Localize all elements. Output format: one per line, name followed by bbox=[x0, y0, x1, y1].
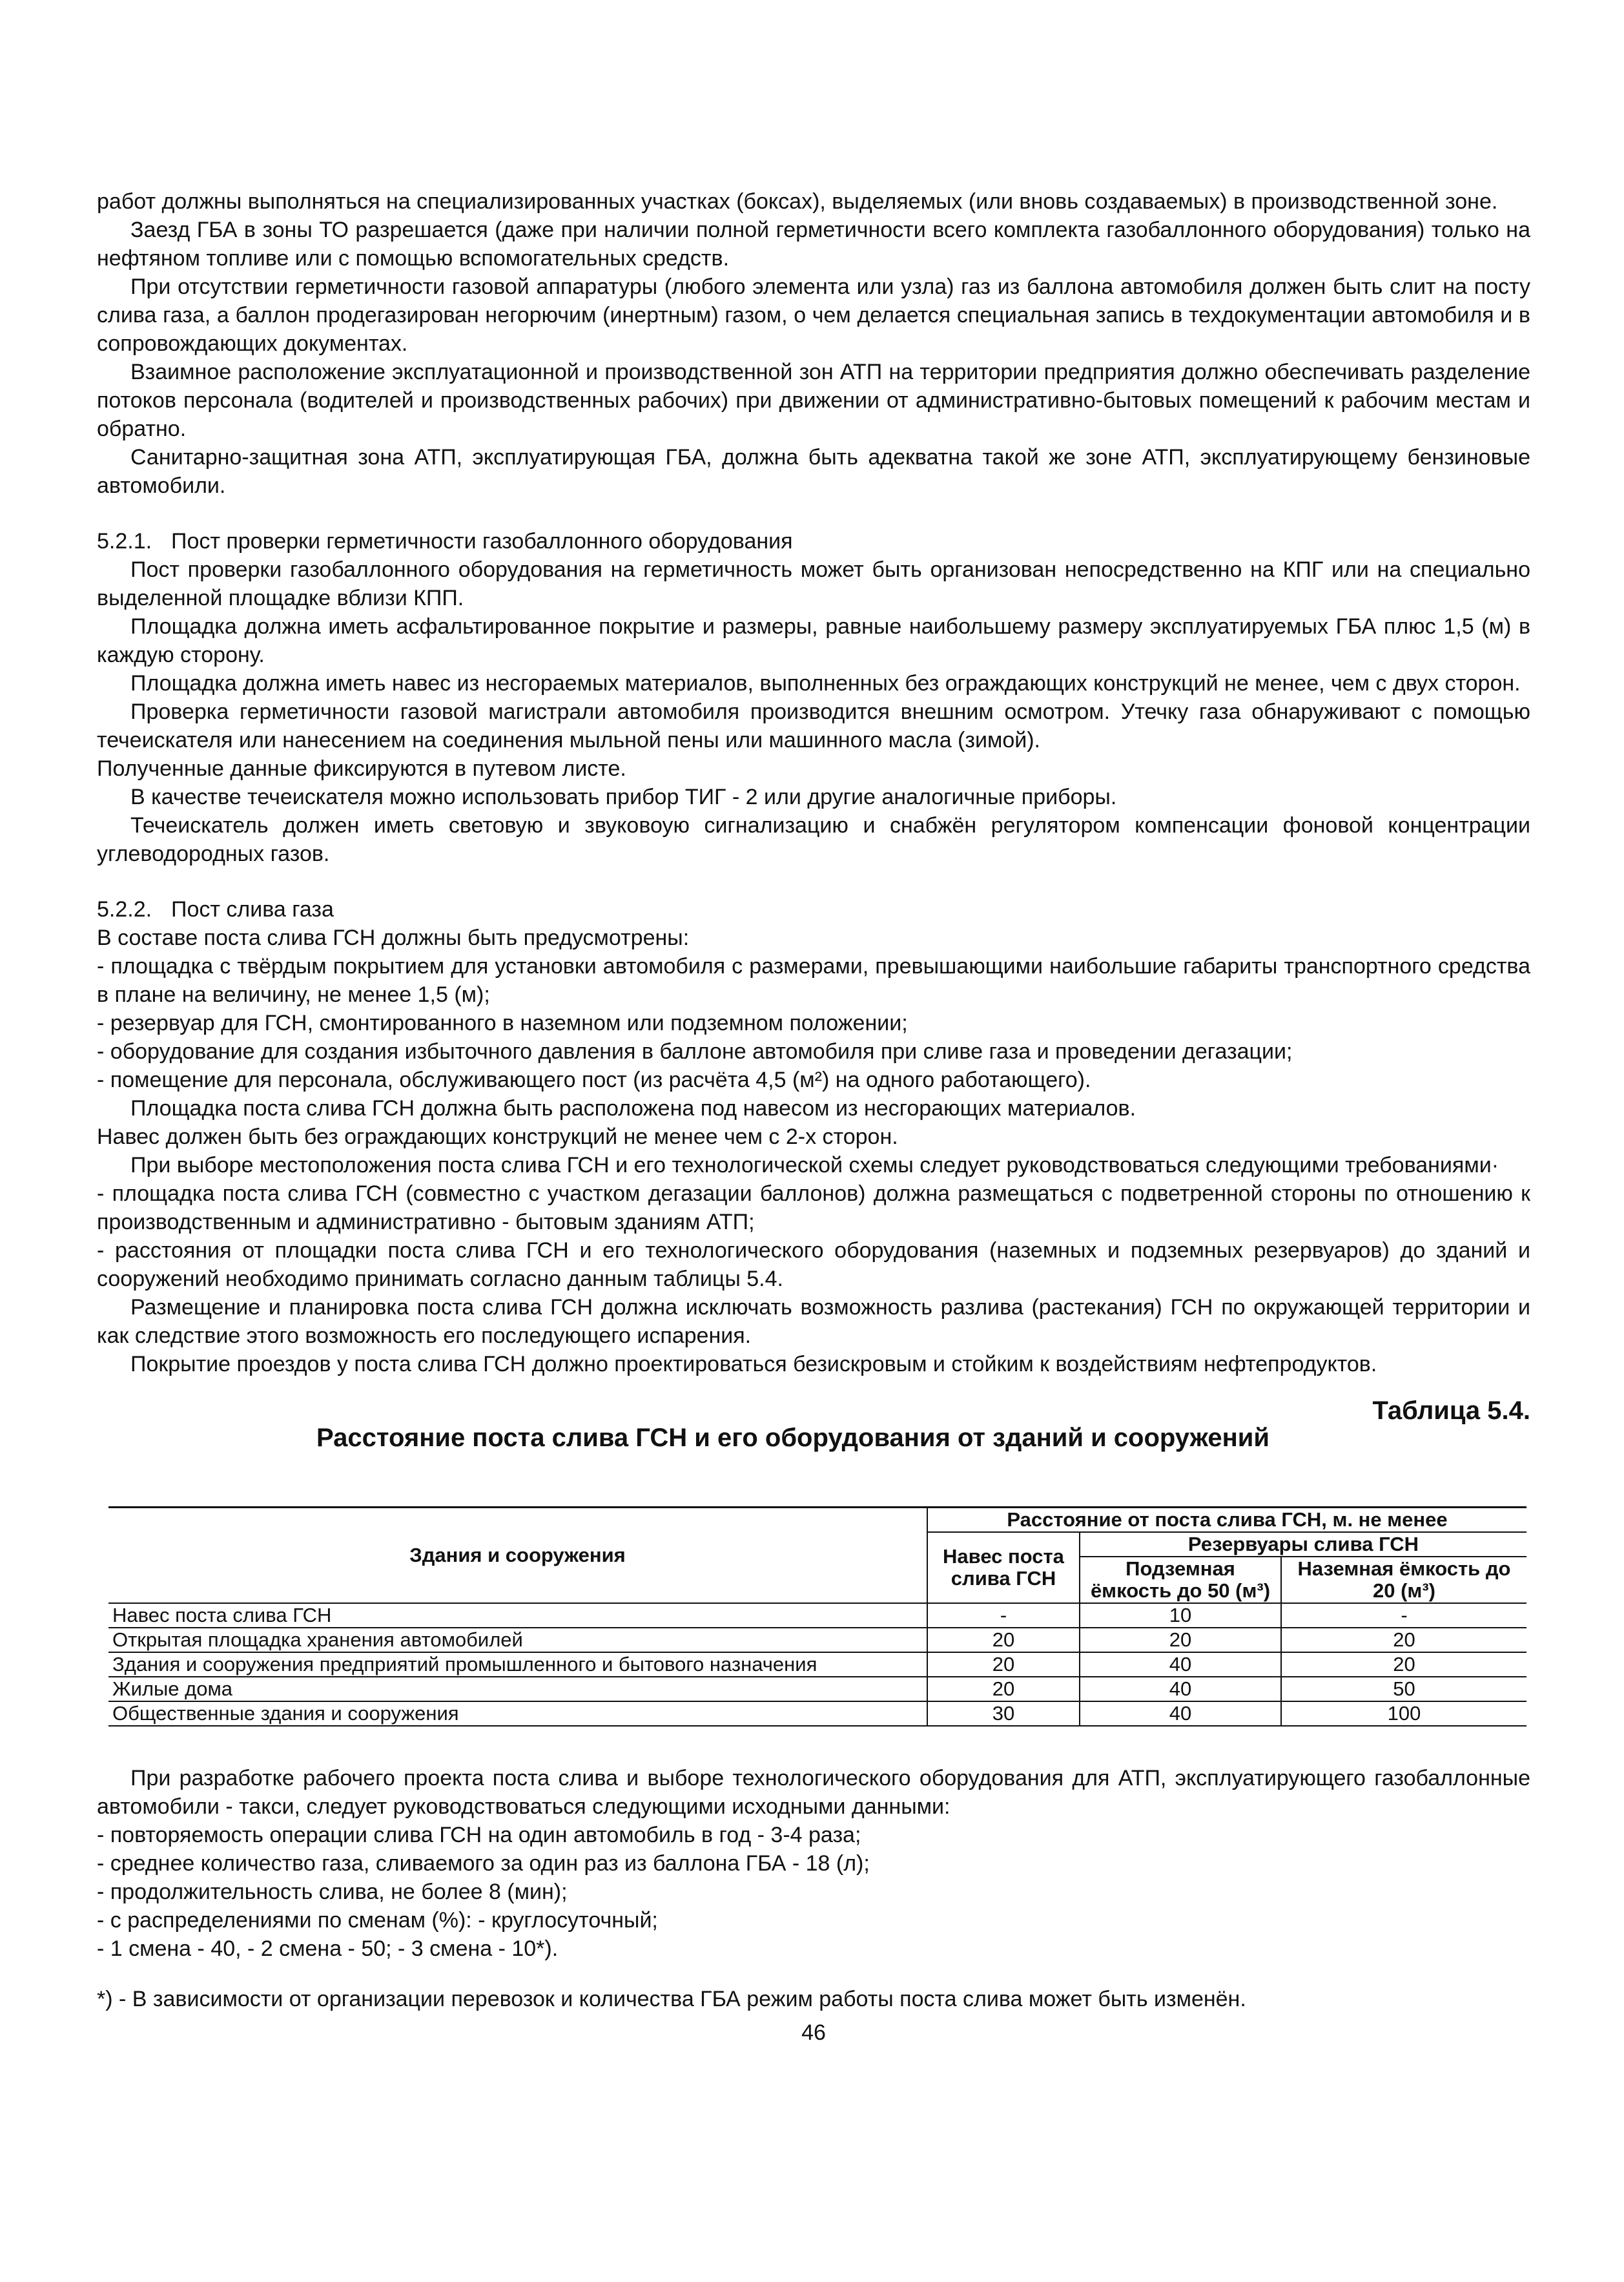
paragraph: Проверка герметичности газовой магистрали автомобиля производится внешним осмотром. Утечку газа обнаруживают с помощью течеискателя или нанесением на соединения мыльной пены или машинного масла (зимой). bbox=[97, 700, 1530, 752]
paragraph: При выборе местоположения поста слива ГСН и его технологической схемы следует руководствоваться следующими требованиями· bbox=[130, 1153, 1499, 1177]
section-title: Пост проверки герметичности газобаллонного оборудования bbox=[171, 529, 793, 554]
paragraph: Покрытие проездов у поста слива ГСН должно проектироваться безискровым и стойким к воздействиям нефтепродуктов. bbox=[130, 1352, 1377, 1376]
cell-canopy: - bbox=[927, 1603, 1080, 1628]
paragraph: Размещение и планировка поста слива ГСН должна исключать возможность разлива (растекания) ГСН по окружающей территории и как следствие этого возможность его последующего испарения. bbox=[97, 1295, 1530, 1348]
section-number: 5.2.1. bbox=[97, 529, 152, 554]
list-item: - продолжительность слива, не более 8 (мин); bbox=[97, 1880, 568, 1904]
paragraph: При отсутствии герметичности газовой аппаратуры (любого элемента или узла) газ из баллона автомобиля должен быть слит на посту слива газа, а баллон продегазирован негорючим (инертным) газом, о чем делается специальная запись в техдокументации автомобиля и в сопровождающих документах. bbox=[97, 275, 1530, 356]
section-number: 5.2.2. bbox=[97, 897, 152, 922]
paragraph: В качестве течеискателя можно использовать прибор ТИГ - 2 или другие аналогичные приборы. bbox=[130, 785, 1117, 809]
paragraph: Площадка должна иметь навес из несгораемых материалов, выполненных без ограждающих конструкций не менее, чем с двух сторон. bbox=[130, 671, 1521, 696]
section-title: Пост слива газа bbox=[171, 897, 334, 922]
table-row bbox=[108, 1677, 1526, 1701]
cell-canopy: 30 bbox=[927, 1701, 1080, 1726]
list-item: - расстояния от площадки поста слива ГСН и его технологического оборудования (наземных и подземных резервуаров) до зданий и сооружений необходимо принимать согласно данным таблицы 5.4. bbox=[97, 1238, 1530, 1291]
table-row bbox=[108, 1701, 1526, 1726]
cell-underground: 40 bbox=[1080, 1701, 1281, 1726]
list-item: - помещение для персонала, обслуживающего пост (из расчёта 4,5 (м²) на одного работающего). bbox=[97, 1068, 1091, 1092]
paragraph: Полученные данные фиксируются в путевом листе. bbox=[97, 756, 626, 781]
row-name: Здания и сооружения предприятий промышленного и бытового назначения bbox=[108, 1652, 927, 1677]
table-row bbox=[108, 1652, 1526, 1677]
header-overground: Наземная ёмкость до 20 (м³) bbox=[1281, 1557, 1526, 1603]
cell-canopy: 20 bbox=[927, 1628, 1080, 1652]
paragraph: Санитарно-защитная зона АТП, эксплуатирующая ГБА, должна быть адекватна такой же зоне АТП, эксплуатирующему бензиновые автомобили. bbox=[97, 445, 1530, 498]
paragraph: Заезд ГБА в зоны ТО разрешается (даже при наличии полной герметичности всего комплекта газобаллонного оборудования) только на нефтяном топливе или с помощью вспомогательных средств. bbox=[97, 218, 1530, 271]
distance-table bbox=[108, 1506, 1526, 1727]
header-underground: Подземная ёмкость до 50 (м³) bbox=[1080, 1557, 1281, 1603]
cell-overground: - bbox=[1281, 1603, 1526, 1628]
list-item: - 1 смена - 40, - 2 смена - 50; - 3 смена - 10*). bbox=[97, 1936, 559, 1961]
cell-underground: 20 bbox=[1080, 1628, 1281, 1652]
header-canopy: Навес поста слива ГСН bbox=[927, 1532, 1080, 1603]
list-item: - повторяемость операции слива ГСН на один автомобиль в год - 3-4 раза; bbox=[97, 1823, 861, 1847]
list-item: - среднее количество газа, сливаемого за один раз из баллона ГБА - 18 (л); bbox=[97, 1851, 870, 1876]
row-name: Открытая площадка хранения автомобилей bbox=[108, 1628, 927, 1652]
cell-overground: 20 bbox=[1281, 1628, 1526, 1652]
footnote: *) - В зависимости от организации перевозок и количества ГБА режим работы поста слива может быть изменён. bbox=[97, 1987, 1246, 2011]
page-number: 46 bbox=[801, 2020, 826, 2045]
row-name: Навес поста слива ГСН bbox=[108, 1603, 927, 1628]
table-caption bbox=[97, 1396, 1530, 1480]
table-title: Расстояние поста слива ГСН и его оборудования от зданий и сооружений bbox=[316, 1424, 1269, 1452]
cell-underground: 40 bbox=[1080, 1652, 1281, 1677]
row-name: Жилые дома bbox=[108, 1677, 927, 1701]
section-heading-5-2-1 bbox=[97, 527, 1530, 555]
list-item: - с распределениями по сменам (%): - круглосуточный; bbox=[97, 1908, 658, 1933]
paragraph: Площадка поста слива ГСН должна быть расположена под навесом из несгорающих материалов. bbox=[130, 1096, 1136, 1121]
list-item: - резервуар для ГСН, смонтированного в наземном или подземном положении; bbox=[97, 1011, 908, 1035]
paragraph: При разработке рабочего проекта поста слива и выборе технологического оборудования для АТП, эксплуатирующего газобаллонные автомобили - такси, следует руководствоваться следующими исходными данными: bbox=[97, 1766, 1530, 1819]
section-heading-5-2-2 bbox=[97, 895, 1530, 924]
cell-canopy: 20 bbox=[927, 1677, 1080, 1701]
cell-overground: 50 bbox=[1281, 1677, 1526, 1701]
cell-overground: 20 bbox=[1281, 1652, 1526, 1677]
document-page bbox=[97, 187, 1530, 2047]
cell-overground: 100 bbox=[1281, 1701, 1526, 1726]
table-number: Таблица 5.4. bbox=[1372, 1396, 1530, 1425]
paragraph: Пост проверки газобаллонного оборудования на герметичность может быть организован непосредственно на КПГ или на специально выделенной площадке вблизи КПП. bbox=[97, 557, 1530, 610]
list-item: - площадка поста слива ГСН (совместно с участком дегазации баллонов) должна размещаться с подветренной стороны по отношению к производственным и административно - бытовым зданиям АТП; bbox=[97, 1181, 1530, 1234]
row-name: Общественные здания и сооружения bbox=[108, 1701, 927, 1726]
paragraph: В составе поста слива ГСН должны быть предусмотрены: bbox=[97, 926, 690, 950]
header-distance: Расстояние от поста слива ГСН, м. не менее bbox=[927, 1508, 1526, 1533]
cell-underground: 10 bbox=[1080, 1603, 1281, 1628]
table-row bbox=[108, 1628, 1526, 1652]
cell-underground: 40 bbox=[1080, 1677, 1281, 1701]
header-buildings: Здания и сооружения bbox=[108, 1508, 927, 1604]
cell-canopy: 20 bbox=[927, 1652, 1080, 1677]
table-row bbox=[108, 1603, 1526, 1628]
paragraph: Взаимное расположение эксплуатационной и производственной зон АТП на территории предприятия должно обеспечивать разделение потоков персонала (водителей и производственных рабочих) при движении от административно-бытовых помещений к рабочим местам и обратно. bbox=[97, 360, 1530, 441]
list-item: - площадка с твёрдым покрытием для установки автомобиля с размерами, превышающими наибольшие габариты транспортного средства в плане на величину, не менее 1,5 (м); bbox=[97, 954, 1530, 1007]
paragraph: Течеискатель должен иметь световую и звуковоую сигнализацию и снабжён регулятором компенсации фоновой концентрации углеводородных газов. bbox=[97, 813, 1530, 866]
paragraph: Навес должен быть без ограждающих конструкций не менее чем с 2-х сторон. bbox=[97, 1125, 898, 1149]
paragraph: Площадка должна иметь асфальтированное покрытие и размеры, равные наибольшему размеру эксплуатируемых ГБА плюс 1,5 (м) в каждую сторону. bbox=[97, 614, 1530, 667]
paragraph: работ должны выполняться на специализированных участках (боксах), выделяемых (или вновь создаваемых) в производственной зоне. bbox=[97, 189, 1498, 214]
header-tanks: Резервуары слива ГСН bbox=[1080, 1532, 1526, 1557]
list-item: - оборудование для создания избыточного давления в баллоне автомобиля при сливе газа и проведении дегазации; bbox=[97, 1039, 1293, 1064]
